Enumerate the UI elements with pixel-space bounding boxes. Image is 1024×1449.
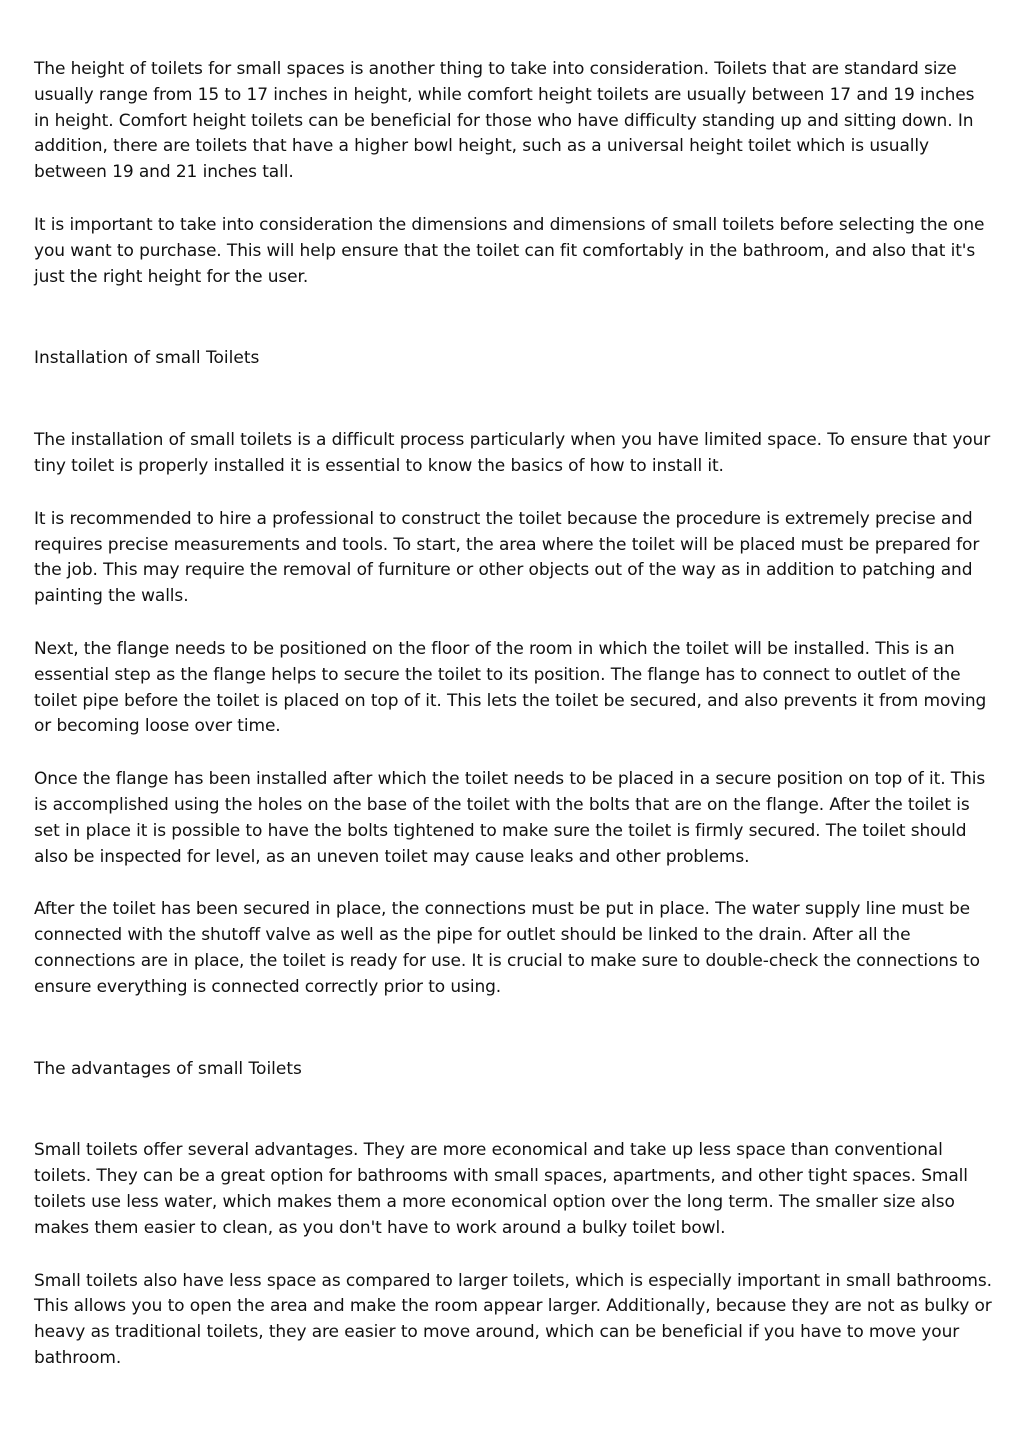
spacer <box>34 372 994 428</box>
paragraph-advantages-economy: Small toilets offer several advantages. They are more economical and take up less space than conventional toilets. They can be a great option for bathrooms with small spaces, apartments, and other tight spaces. Small toilets use less water, which makes them a more economical option over the long term. The smaller size also makes them easier to clean, as you don't have to work around a bulky toilet bowl. <box>34 1140 968 1238</box>
section-heading-installation: Installation of small Toilets <box>34 348 260 369</box>
paragraph-bowl-height: The height of toilets for small spaces is another thing to take into consideration. Toilets that are standard size usually range from 15 to 17 inches in height, while comfort height toilets are usually between 17 and 19 inches in height. Comfort height toilets can be beneficial for those who have difficulty standing up and sitting down. In addition, there are toilets that have a higher bowl height, such as a universal height toilet which is usually between 19 and 21 inches tall. <box>34 59 975 183</box>
spacer <box>34 290 994 346</box>
paragraph-installation-professional: It is recommended to hire a professional to construct the toilet because the procedure is extremely precise and requires precise measurements and tools. To start, the area where the toilet will be placed must be prepared for the job. This may require the removal of furniture or other objects out of the way as in addition to patching and painting the walls. <box>34 508 980 607</box>
paragraph-installation-intro: The installation of small toilets is a difficult process particularly when you have limited space. To ensure that your tiny toilet is properly installed it is essential to know the basics of how to install it. <box>34 430 991 476</box>
paragraph-advantages-space: Small toilets also have less space as compared to larger toilets, which is especially important in small bathrooms. This allows you to open the area and make the room appear larger. Additionally, because they are not as bulky or heavy as traditional toilets, they are easier to move around, which can be beneficial if you have to move your bathroom. <box>34 1270 992 1368</box>
spacer <box>34 1082 994 1138</box>
section-heading-advantages: The advantages of small Toilets <box>34 1058 302 1079</box>
paragraph-installation-bolts: Once the flange has been installed after which the toilet needs to be placed in a secure position on top of it. This is accomplished using the holes on the base of the toilet with the bolts that are on the flange. After the toilet is set in place it is possible to have the bolts tightened to make sure the toilet is firmly secured. The toilet should also be inspected for level, as an uneven toilet may cause leaks and other problems. <box>34 769 986 867</box>
paragraph-installation-flange: Next, the flange needs to be positioned on the floor of the room in which the toilet will be installed. This is an essential step as the flange helps to secure the toilet to its position. The flange has to connect to outlet of the toilet pipe before the toilet is placed on top of it. This lets the toilet be secured, and also prevents it from moving or becoming loose over time. <box>34 638 987 737</box>
document-body <box>34 57 994 1372</box>
paragraph-dimensions: It is important to take into consideration the dimensions and dimensions of small toilets before selecting the one you want to purchase. This will help ensure that the toilet can fit comfortably in the bathroom, and also that it's just the right height for the user. <box>34 214 985 287</box>
paragraph-installation-connections: After the toilet has been secured in place, the connections must be put in place. The water supply line must be connected with the shutoff valve as well as the pipe for outlet should be linked to the drain. After all the connections are in place, the toilet is ready for use. It is crucial to make sure to double-check the connections to ensure everything is connected correctly prior to using. <box>34 899 980 997</box>
spacer <box>34 1001 994 1057</box>
